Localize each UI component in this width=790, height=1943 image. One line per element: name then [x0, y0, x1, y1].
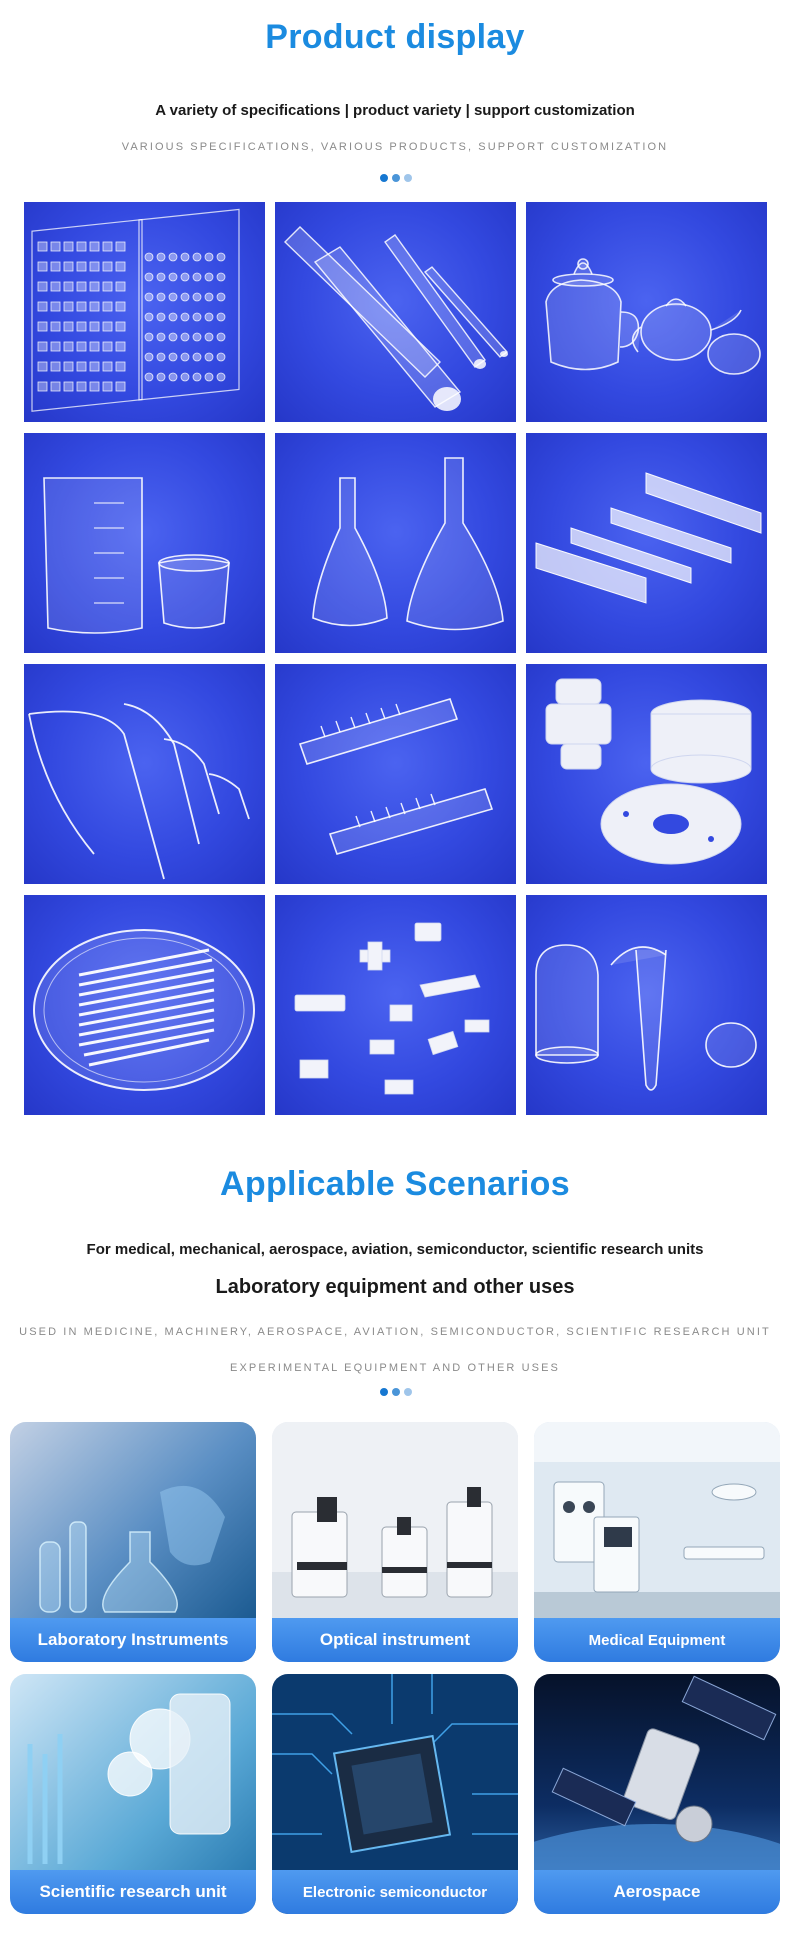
- quartz-half-tubes-image: [24, 664, 265, 884]
- pagination-dots: [376, 174, 416, 184]
- product-display-subtitle: A variety of specifications | product variety | support customization: [155, 102, 635, 119]
- scenario-card-optical-instrument[interactable]: [272, 1422, 518, 1662]
- dot-icon: [380, 174, 388, 182]
- scenario-grid: [10, 1422, 780, 1914]
- scenario-card-medical-equipment[interactable]: [534, 1422, 780, 1662]
- opaque-quartz-parts-image: [526, 664, 767, 884]
- product-grid: [24, 202, 766, 1115]
- scenario-label: Laboratory Instruments: [10, 1618, 256, 1662]
- applicable-scenarios-title: Applicable Scenarios: [220, 1165, 570, 1203]
- scenario-label: Medical Equipment: [534, 1618, 780, 1662]
- scenario-card-scientific-research-unit[interactable]: [10, 1674, 256, 1914]
- dot-icon: [380, 1388, 388, 1396]
- quartz-grating-disc-image: [24, 895, 265, 1115]
- dot-icon: [404, 174, 412, 182]
- scenario-label: Aerospace: [534, 1870, 780, 1914]
- quartz-beakers-image: [24, 433, 265, 653]
- scenario-card-electronic-semiconductor[interactable]: [272, 1674, 518, 1914]
- scenario-card-aerospace[interactable]: [534, 1674, 780, 1914]
- quartz-sheet-squares-image: [24, 202, 265, 422]
- scenarios-caption-1: USED IN MEDICINE, MACHINERY, AEROSPACE, AVIATION, SEMICONDUCTOR, SCIENTIFIC RESEARCH UNIT: [19, 1326, 771, 1338]
- scenario-label: Scientific research unit: [10, 1870, 256, 1914]
- pagination-dots: [376, 1388, 416, 1398]
- quartz-channel-bars-image: [526, 433, 767, 653]
- scenario-card-laboratory-instruments[interactable]: [10, 1422, 256, 1662]
- product-display-caption: VARIOUS SPECIFICATIONS, VARIOUS PRODUCTS, SUPPORT CUSTOMIZATION: [121, 141, 669, 153]
- quartz-glassware-image: [526, 895, 767, 1115]
- quartz-spiked-tubes-image: [275, 664, 516, 884]
- scenarios-line-1: For medical, mechanical, aerospace, aviation, semiconductor, scientific research units: [86, 1241, 704, 1258]
- scenario-label: Optical instrument: [272, 1618, 518, 1662]
- small-quartz-parts-image: [275, 895, 516, 1115]
- scenario-label: Electronic semiconductor: [272, 1870, 518, 1914]
- dot-icon: [392, 174, 400, 182]
- dot-icon: [392, 1388, 400, 1396]
- quartz-teapot-set-image: [526, 202, 767, 422]
- scenarios-line-2: Laboratory equipment and other uses: [215, 1276, 575, 1298]
- scenarios-caption-2: EXPERIMENTAL EQUIPMENT AND OTHER USES: [230, 1362, 560, 1374]
- product-display-title: Product display: [265, 18, 525, 56]
- quartz-rods-image: [275, 202, 516, 422]
- quartz-flasks-image: [275, 433, 516, 653]
- dot-icon: [404, 1388, 412, 1396]
